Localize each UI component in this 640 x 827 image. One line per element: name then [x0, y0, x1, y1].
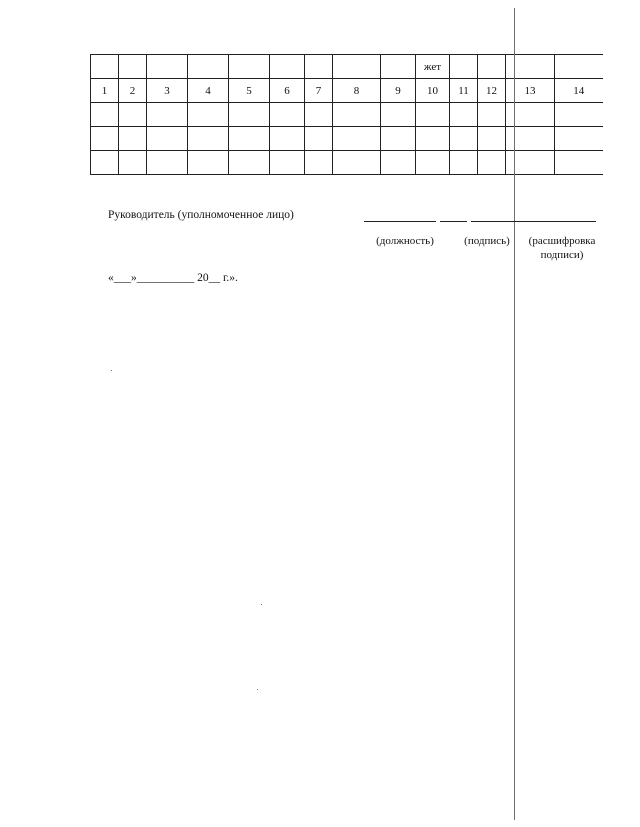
table-row	[91, 127, 603, 151]
table-row	[91, 103, 603, 127]
scan-speck	[111, 370, 112, 371]
column-number: 2	[119, 79, 147, 103]
column-number: 12	[478, 79, 506, 103]
column-number: 10	[416, 79, 450, 103]
column-number: 5	[229, 79, 270, 103]
column-number: 11	[450, 79, 478, 103]
column-number: 4	[188, 79, 229, 103]
signature-line	[440, 221, 467, 222]
scan-fold-line	[514, 8, 515, 820]
scan-speck	[261, 604, 262, 605]
position-caption: (должность)	[376, 235, 434, 247]
column-number: 9	[381, 79, 416, 103]
table-header-row	[91, 55, 603, 79]
column-number: 6	[270, 79, 305, 103]
column-number: 7	[305, 79, 333, 103]
column-number: 1	[91, 79, 119, 103]
header-cell-partial: жет	[416, 55, 450, 79]
column-number: 3	[147, 79, 188, 103]
column-number-row	[91, 79, 603, 103]
transcript-signature-line	[471, 221, 596, 222]
transcript-caption-line2: подписи)	[540, 249, 584, 261]
date-line: «___»__________ 20__ г.».	[108, 272, 238, 284]
scan-speck	[257, 689, 258, 690]
signature-caption: (подпись)	[464, 235, 510, 247]
report-table	[90, 54, 603, 175]
column-number: 8	[333, 79, 381, 103]
signer-label: Руководитель (уполномоченное лицо)	[108, 209, 294, 221]
column-number: 14	[555, 79, 603, 103]
transcript-caption-line1: (расшифровка	[528, 235, 596, 247]
column-number: 13	[506, 79, 555, 103]
table-row	[91, 151, 603, 175]
position-signature-line	[364, 221, 436, 222]
